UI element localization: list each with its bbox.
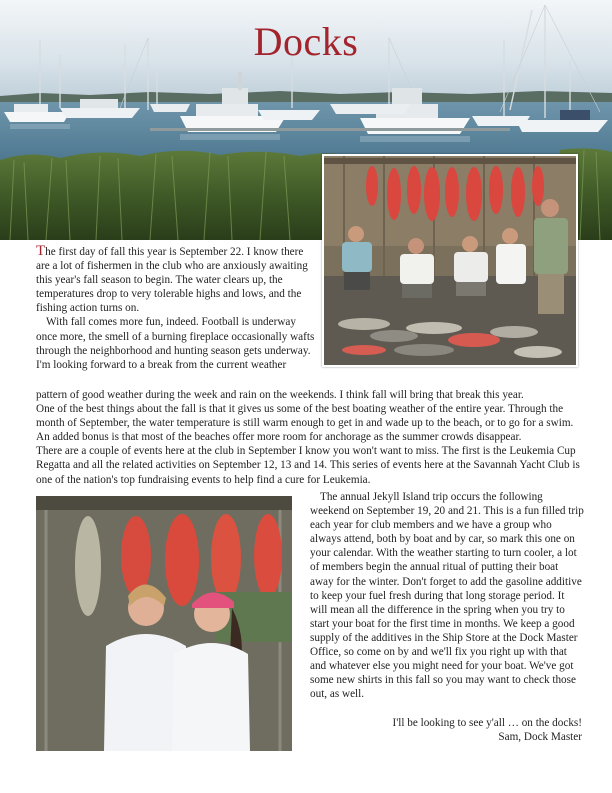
- signoff-author: Sam, Dock Master: [498, 731, 582, 744]
- drop-cap: T: [36, 243, 46, 259]
- signoff: [392, 716, 582, 744]
- signoff-line-1: I'll be looking to see y'all … on the docks!: [392, 717, 582, 729]
- paragraph-2-top: With fall comes more fun, indeed. Football is underway once more, the smell of a burning fireplace occasionally wafts through the neighborhood and hunting season gets underway. I'm looking forward to a break from the current weather: [36, 316, 315, 371]
- anglers-photo: [36, 496, 292, 751]
- paragraph-3: One of the best things about the fall is that it gives us some of the best boating weather of the entire year. Through the month of September, the water temperature is still warm enough to get in and wade up to the beach, or to go for a swim. An added bonus is that most of the beaches offer more room for anchorage as the summer crowds disappear.: [36, 403, 574, 444]
- paragraph-1: [36, 244, 318, 315]
- article-full-width: [36, 388, 584, 487]
- fishermen-photo: [322, 154, 578, 367]
- page-title: Docks: [253, 19, 359, 64]
- paragraph-2-continued: pattern of good weather during the week and rain on the weekends. I think fall will bring that break this year.: [36, 389, 524, 401]
- paragraph-4: There are a couple of events here at the club in September I know you won't want to miss. The first is the Leukemia Cup Regatta and all the related activities on September 12, 13 and 14. This series of events here at the Savannah Yacht Club is one of the nation's top fundraising events to help find a cure for Leukemia.: [36, 445, 580, 486]
- article-intro-column: [36, 244, 318, 372]
- fishermen-illustration: [324, 156, 578, 367]
- anglers-illustration: [36, 496, 292, 751]
- paragraph-5: The annual Jekyll Island trip occurs the following weekend on September 19, 20 and 21. This is a fun filled trip each year for club members and we have a group who always attend, both by boat and by car, so mark this one on your calendar. With the weather starting to turn cooler, a lot of members begin the annual ritual of putting their boat away for the winter. Don't forget to add the gasoline additive to keep your fuel fresh during that long storage period. It will mean all the difference in the spring when you try to start your boat for the first time in months. We keep a good supply of the additives in the Ship Store at the Dock Master Office, so come on by and we'll fix you right up with that and whatever else you might need for your boat. We've got some new shirts in this fall so you may want to check those out, as well.: [310, 491, 584, 701]
- article-right-column: [306, 490, 584, 701]
- paragraph-1-text: he first day of fall this year is September 22. I know there are a lot of fishermen in the club who are anxiously awaiting this year's fall season to begin. The water clears up, the temperatures drop to very tolerable highs and lows, and the fishing action turns on.: [36, 246, 308, 315]
